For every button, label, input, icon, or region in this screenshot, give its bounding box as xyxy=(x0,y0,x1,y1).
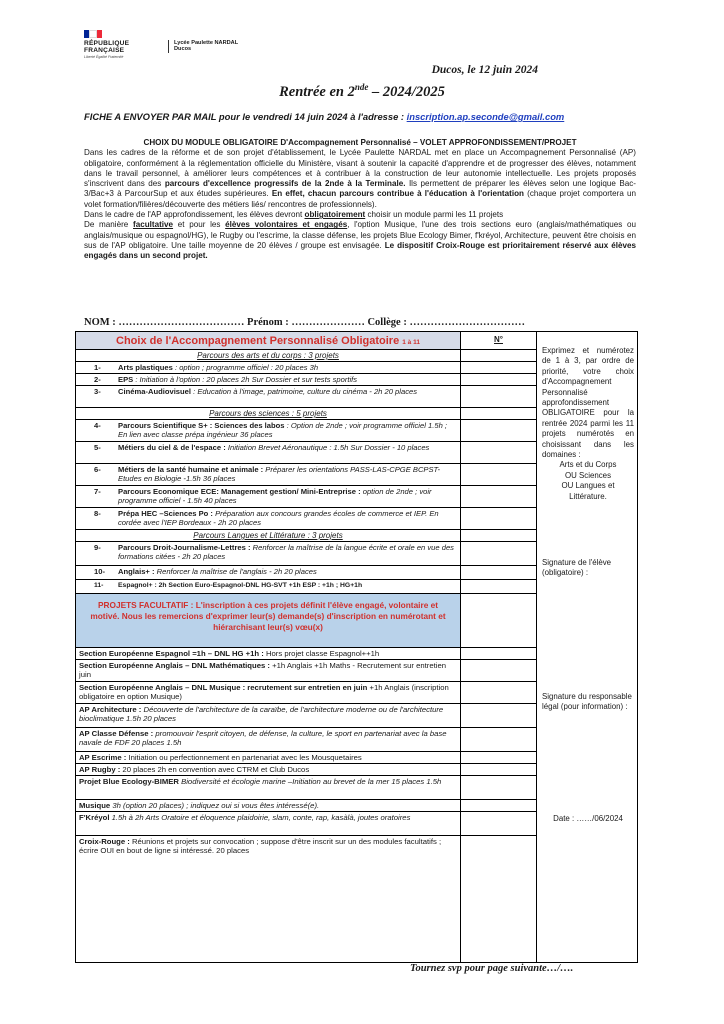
facultatif-header-row xyxy=(76,594,536,648)
category-langues: Parcours Langues et Littérature : 3 projets xyxy=(193,531,343,540)
intro-paragraph-3: De manière facultative et pour les élèves volontaires et engagés, l'option Musique, l'une des trois sections euro (anglais/mathématiques ou anglais/musique ou espagnol/HG), le Rugby ou l'escrime, la classe défense, les projets Blue Ecology Bimer, f'kréyol, Architecture, peuvent être choisis en sus de l'AP obligatoire. Une taille moyenne de 20 élèves / groupe est envisagée. Le dispositif Croix-Rouge est prioritairement réservé aux élèves engagés dans un second projet. xyxy=(84,220,637,261)
email-link[interactable]: inscription.ap.seconde@gmail.com xyxy=(406,111,565,122)
document-date: Ducos, le 12 juin 2024 xyxy=(431,64,538,76)
side-instructions xyxy=(542,346,634,502)
parent-signature-label[interactable]: Signature du responsable légal (pour information) : xyxy=(542,692,632,712)
table-row[interactable]: F'Kréyol 1.5h à 2h Arts Oratoire et éloquence plaidoirie, slam, conte, rap, kasàlà, joutes oratoires xyxy=(76,812,536,836)
table-row[interactable]: Croix-Rouge : Réunions et projets sur convocation ; suppose d'être inscrit sur un des modules facultatifs ; écrire OUI en bout de ligne si intéressé. 20 places xyxy=(79,837,442,856)
table-row[interactable]: 7- Parcours Economique ECE: Management gestion/ Mini-Entreprise : option de 2nde ; voir programme officiel - 1.5h 40 places xyxy=(76,486,536,508)
category-row-sciences xyxy=(76,408,536,420)
school-line-1: Lycée Paulette NARDAL xyxy=(174,40,239,46)
choice-table xyxy=(75,331,638,963)
submission-instructions: FICHE A ENVOYER PAR MAIL pour le vendredi 14 juin 2024 à l'adresse : inscription.ap.seconde@gmail.com xyxy=(84,111,565,122)
table-row[interactable]: 4- Parcours Scientifique S+ : Sciences des labos : Option de 2nde ; voir programme officiel 1.5h ; En lien avec classe prépa ingénieur 36 places xyxy=(76,420,536,442)
table-row[interactable]: AP Rugby : 20 places 2h en convention avec CTRM et Club Ducos xyxy=(76,764,536,776)
school-name xyxy=(168,40,238,53)
logo-motto: Liberté Égalité Fraternité xyxy=(84,55,124,59)
date-field[interactable]: Date : ……/06/2024 xyxy=(553,814,623,823)
table-row[interactable]: 8- Prépa HEC –Sciences Po : Préparation aux concours grandes écoles de commerce et IEP. En cordée avec l'IEP Bordeaux - 2h 20 places xyxy=(76,508,536,530)
table-row[interactable]: AP Architecture : Découverte de l'architecture de la caraïbe, de l'architecture moderne ou de l'architecture bioclimatique 1.5h 20 places xyxy=(76,704,536,728)
intro-paragraph-1: Dans les cadres de la réforme et de son projet d'établissement, le Lycée Paulette NARDAL met en place un Accompagnement Personnalisé (AP) obligatoire, conformément à la réglementation officielle du Ministère, visant à soutenir la capacité d'apprendre et de progresser des élèves, notamment dans le travail personnel, à améliorer leurs compétences et à contribuer à la construction de leur autonomie intellectuelle. Les projets proposés s'inscrivent dans des parcours d'excellence progressifs de la 2nde à la Terminale. Ils permettent de préparer les élèves selon une logique Bac-3/Bac+3 à ParcourSup et aux études supérieures. En effet, chacun parcours contribue à l'éducation à l'orientation (chaque projet comportera un volet formation/filières/découverte des métiers liés/ rencontres de professionnels). xyxy=(84,148,637,209)
intro-heading: CHOIX DU MODULE OBLIGATOIRE D'Accompagnement Personnalisé – VOLET APPROFONDISSEMENT/PROJET xyxy=(143,138,577,147)
domain-item: OU Sciences xyxy=(564,470,612,480)
facultatif-notice: PROJETS FACULTATIF : L'inscription à ces projets définit l'élève engagé, volontaire et motivé. Nous les remercions d'exprimer leur(s) demande(s) d'inscription en numérotant et hiérarchisant leur(s) vœu(x) xyxy=(76,594,460,647)
category-row-langues xyxy=(76,530,536,542)
table-row[interactable]: 11- Espagnol+ : 2h Section Euro-Espagnol-DNL HG-SVT +1h ESP : +1h ; HG+1h xyxy=(76,580,536,594)
instructions-text: Exprimez et numérotez de 1 à 3, par ordre de priorité, votre choix d'Accompagnement Personnalisé approfondissement OBLIGATOIRE pour la rentrée 2024 parmi les 11 projets numérotés en choisissant dans les domaines : xyxy=(542,346,634,460)
table-row[interactable]: 2- EPS : Initiation à l'option : 20 places 2h Sur Dossier et sur tests sportifs xyxy=(76,374,536,386)
intro-paragraph-2: Dans le cadre de l'AP approfondissement, les élèves devront obligatoirement choisir un module parmi les 11 projets xyxy=(84,210,504,220)
table-row[interactable]: 5- Métiers du ciel & de l'espace : Initiation Brevet Aéronautique : 1.5h Sur Dossier - 10 places xyxy=(76,442,536,464)
table-row[interactable]: 1- Arts plastiques : option ; programme officiel : 20 places 3h xyxy=(76,362,536,374)
table-row[interactable]: AP Escrime : Initiation ou perfectionnement en partenariat avec les Mousquetaires xyxy=(76,752,536,764)
table-row[interactable]: Section Européenne Anglais – DNL Mathématiques : +1h Anglais +1h Maths - Recrutement sur entretien juin xyxy=(76,660,536,682)
table-row[interactable]: Section Européenne Anglais – DNL Musique : recrutement sur entretien en juin +1h Anglais (inscription obligatoire en option Musique) xyxy=(76,682,536,704)
table-row[interactable]: 10- Anglais+ : Renforcer la maîtrise de l'anglais - 2h 20 places xyxy=(76,566,536,580)
student-identity-line[interactable]: NOM : ……………………………… Prénom : ………………… Collège : …………………………… xyxy=(84,317,525,328)
table-row[interactable]: Section Européenne Espagnol =1h – DNL HG +1h : Hors projet classe Espagnol++1h xyxy=(76,648,536,660)
domain-item: OU Langues et Littérature. xyxy=(561,481,615,501)
table-row[interactable]: AP Classe Défense : promouvoir l'esprit citoyen, de défense, la culture, le sport en partenariat avec la base navale de FDF 20 places 1.5h xyxy=(76,728,536,752)
table-row[interactable]: 3- Cinéma-Audiovisuel : Education à l'image, patrimoine, culture du cinéma - 2h 20 places xyxy=(76,386,536,408)
table-header-title: Choix de l'Accompagnement Personnalisé Obligatoire 1 à 11 xyxy=(76,332,460,349)
category-row-arts xyxy=(76,350,536,362)
domain-list xyxy=(542,460,634,502)
table-row[interactable]: 9- Parcours Droit-Journalisme-Lettres : Renforcer la maîtrise de la langue écrite et orale en vue des formations citées - 2h 20 places xyxy=(76,542,536,566)
school-line-2: Ducos xyxy=(174,46,192,53)
republique-francaise-logo xyxy=(84,30,156,59)
table-row[interactable]: Projet Blue Ecology-BIMER Biodiversité et écologie marine –Initiation au brevet de la mer 15 places 1.5h xyxy=(76,776,536,800)
flag-icon xyxy=(84,30,102,38)
table-row[interactable]: 6- Métiers de la santé humaine et animale : Préparer les orientations PASS-LAS-CPGE BCPST- Etudes en Biologie -1.5h 36 places xyxy=(76,464,536,486)
logo-line-1: RÉPUBLIQUE xyxy=(84,40,130,47)
table-row[interactable]: Musique 3h (option 20 places) ; indiquez oui si vous êtes intéressé(e). xyxy=(76,800,536,812)
page-title: Rentrée en 2nde – 2024/2025 xyxy=(279,82,445,100)
category-arts: Parcours des arts et du corps : 3 projets xyxy=(197,351,339,360)
student-signature-label[interactable]: Signature de l'élève (obligatoire) : xyxy=(542,558,612,578)
logo-line-2: FRANÇAISE xyxy=(84,47,125,54)
domain-item: Arts et du Corps xyxy=(559,460,617,470)
category-sciences: Parcours des sciences : 5 projets xyxy=(209,409,327,418)
footer-turn-page: Tournez svp pour page suivante…/…. xyxy=(410,963,574,974)
number-column-header: N° xyxy=(494,335,503,344)
intro-text xyxy=(84,138,636,262)
table-header-row xyxy=(76,332,536,350)
